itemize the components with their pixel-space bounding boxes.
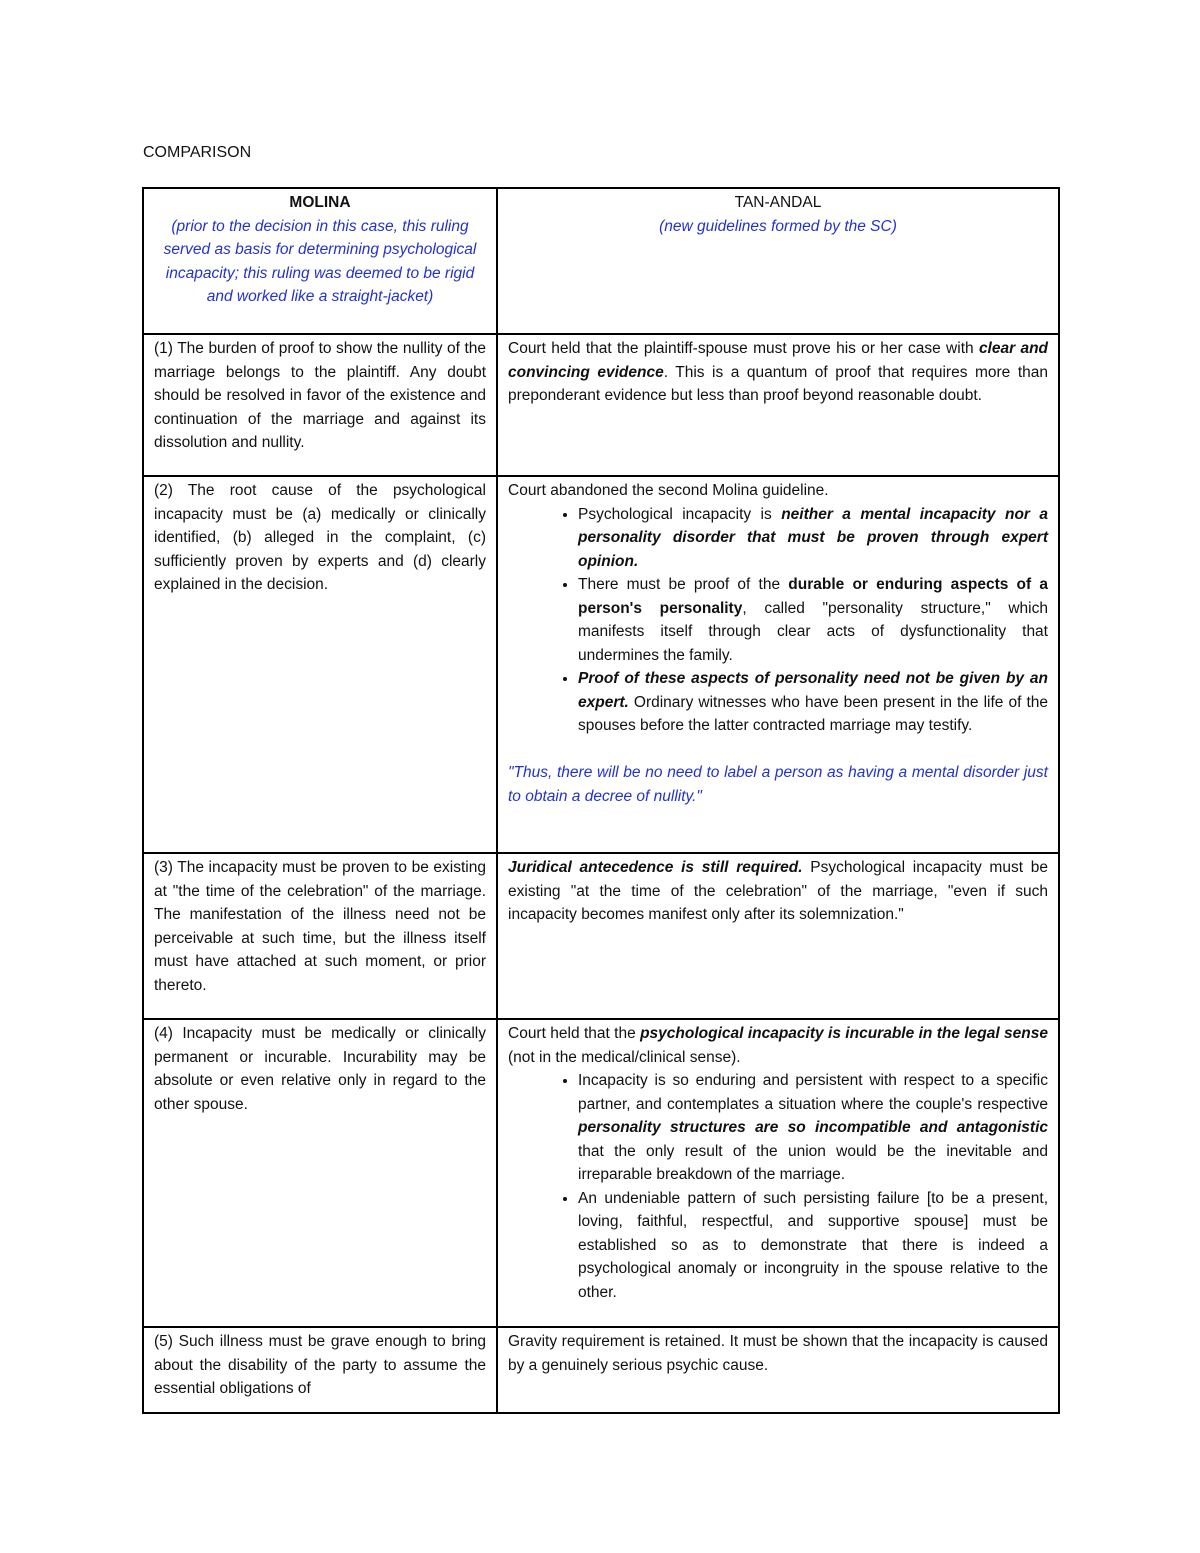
list-item xyxy=(578,573,1048,667)
tan-andal-ruling-4 xyxy=(497,1019,1059,1327)
molina-guideline-1: (1) The burden of proof to show the nullity of the marriage belongs to the plaintiff. Any doubt should be resolved in favor of the existence and continuation of the marriage and against its dissolution and nullity. xyxy=(143,334,497,476)
ruling-text: Incapacity is so enduring and persistent with respect to a specific partner, and contemplates a situation where the couple's respective xyxy=(578,1072,1048,1113)
molina-guideline-5: (5) Such illness must be grave enough to bring about the disability of the party to assume the essential obligations of xyxy=(143,1327,497,1413)
ruling-text: that the only result of the union would be the inevitable and irreparable breakdown of the marriage. xyxy=(578,1142,1048,1183)
ruling-intro: Court abandoned the second Molina guideline. xyxy=(508,482,829,499)
ruling-bullet-list xyxy=(508,1069,1048,1304)
molina-guideline-3: (3) The incapacity must be proven to be existing at "the time of the celebration" of the marriage. The manifestation of the illness need not be perceivable at such time, but the illness itself must have attached at such moment, or prior thereto. xyxy=(143,853,497,1019)
list-item xyxy=(578,503,1048,574)
table-row xyxy=(143,1019,1059,1327)
table-row xyxy=(143,853,1059,1019)
tan-andal-ruling-1 xyxy=(497,334,1059,476)
table-row xyxy=(143,476,1059,853)
tan-andal-ruling-5: Gravity requirement is retained. It must be shown that the incapacity is caused by a genuinely serious psychic cause. xyxy=(497,1327,1059,1413)
list-item xyxy=(578,667,1048,738)
header-row xyxy=(143,188,1059,334)
molina-guideline-2: (2) The root cause of the psychological incapacity must be (a) medically or clinically identified, (b) alleged in the complaint, (c) sufficiently proven by experts and (d) clearly explained in the decision. xyxy=(143,476,497,853)
tan-andal-header-cell xyxy=(497,188,1059,334)
molina-header-note: (prior to the decision in this case, this ruling served as basis for determining psychological incapacity; this ruling was deemed to be rigid and worked like a straight-jacket) xyxy=(163,217,477,305)
molina-header-cell xyxy=(143,188,497,334)
tan-andal-heading: TAN-ANDAL xyxy=(734,194,822,211)
list-item: • An undeniable pattern of such persisting failure [to be a present, loving, faithful, respectful, and supportive spouse] must be established so as to demonstrate that there is indeed a psychological anomaly or incongruity in the spouse relative to the other. xyxy=(578,1187,1048,1305)
ruling-emphasis: Proof of these aspects of personality need not be given by an expert. xyxy=(578,670,1048,711)
ruling-emphasis: psychological incapacity is incurable in the legal sense xyxy=(640,1025,1048,1042)
ruling-text: There must be proof of the xyxy=(578,576,789,593)
ruling-text: Court held that the xyxy=(508,1025,641,1042)
ruling-text: Ordinary witnesses who have been present in the life of the spouses before the latter contracted marriage may testify. xyxy=(578,693,1048,734)
list-item xyxy=(578,1069,1048,1187)
ruling-emphasis: durable or enduring aspects of a person's personality xyxy=(578,576,1049,617)
ruling-intro xyxy=(508,1022,1048,1069)
table-row xyxy=(143,334,1059,476)
ruling-text: , called "personality structure," which manifests itself through clear acts of dysfunctionality that undermines the family. xyxy=(578,599,1048,664)
molina-guideline-4: (4) Incapacity must be medically or clinically permanent or incurable. Incurability may be absolute or even relative only in regard to the other spouse. xyxy=(143,1019,497,1327)
ruling-text: Psychological incapacity must be existing "at the time of the celebration" of the marriage, "even if such incapacity becomes manifest only after its solemnization." xyxy=(508,859,1048,923)
molina-heading: MOLINA xyxy=(289,194,351,211)
ruling-text: Court held that the plaintiff-spouse must prove his or her case with xyxy=(508,340,979,357)
ruling-emphasis: personality structures are so incompatible and antagonistic xyxy=(578,1119,1048,1136)
ruling-text: Psychological incapacity is xyxy=(578,505,782,523)
ruling-text: . This is a quantum of proof that requires more than preponderant evidence but less than proof beyond reasonable doubt. xyxy=(508,363,1048,404)
tan-andal-header-note: (new guidelines formed by the SC) xyxy=(659,217,897,235)
ruling-emphasis: clear and convincing evidence xyxy=(508,340,1048,381)
ruling-bullet-list xyxy=(508,503,1048,738)
ruling-text: (not in the medical/clinical sense). xyxy=(508,1048,741,1066)
document-title: COMPARISON xyxy=(143,144,252,161)
tan-andal-ruling-2 xyxy=(497,476,1059,853)
tan-andal-ruling-3 xyxy=(497,853,1059,1019)
ruling-quote: "Thus, there will be no need to label a person as having a mental disorder just to obtain a decree of nullity." xyxy=(508,764,1048,805)
ruling-emphasis: Juridical antecedence is still required. xyxy=(508,859,803,876)
comparison-table xyxy=(142,187,1060,1414)
ruling-emphasis: neither a mental incapacity nor a personality disorder that must be proven through expert opinion. xyxy=(578,505,1048,570)
table-row xyxy=(143,1327,1059,1413)
